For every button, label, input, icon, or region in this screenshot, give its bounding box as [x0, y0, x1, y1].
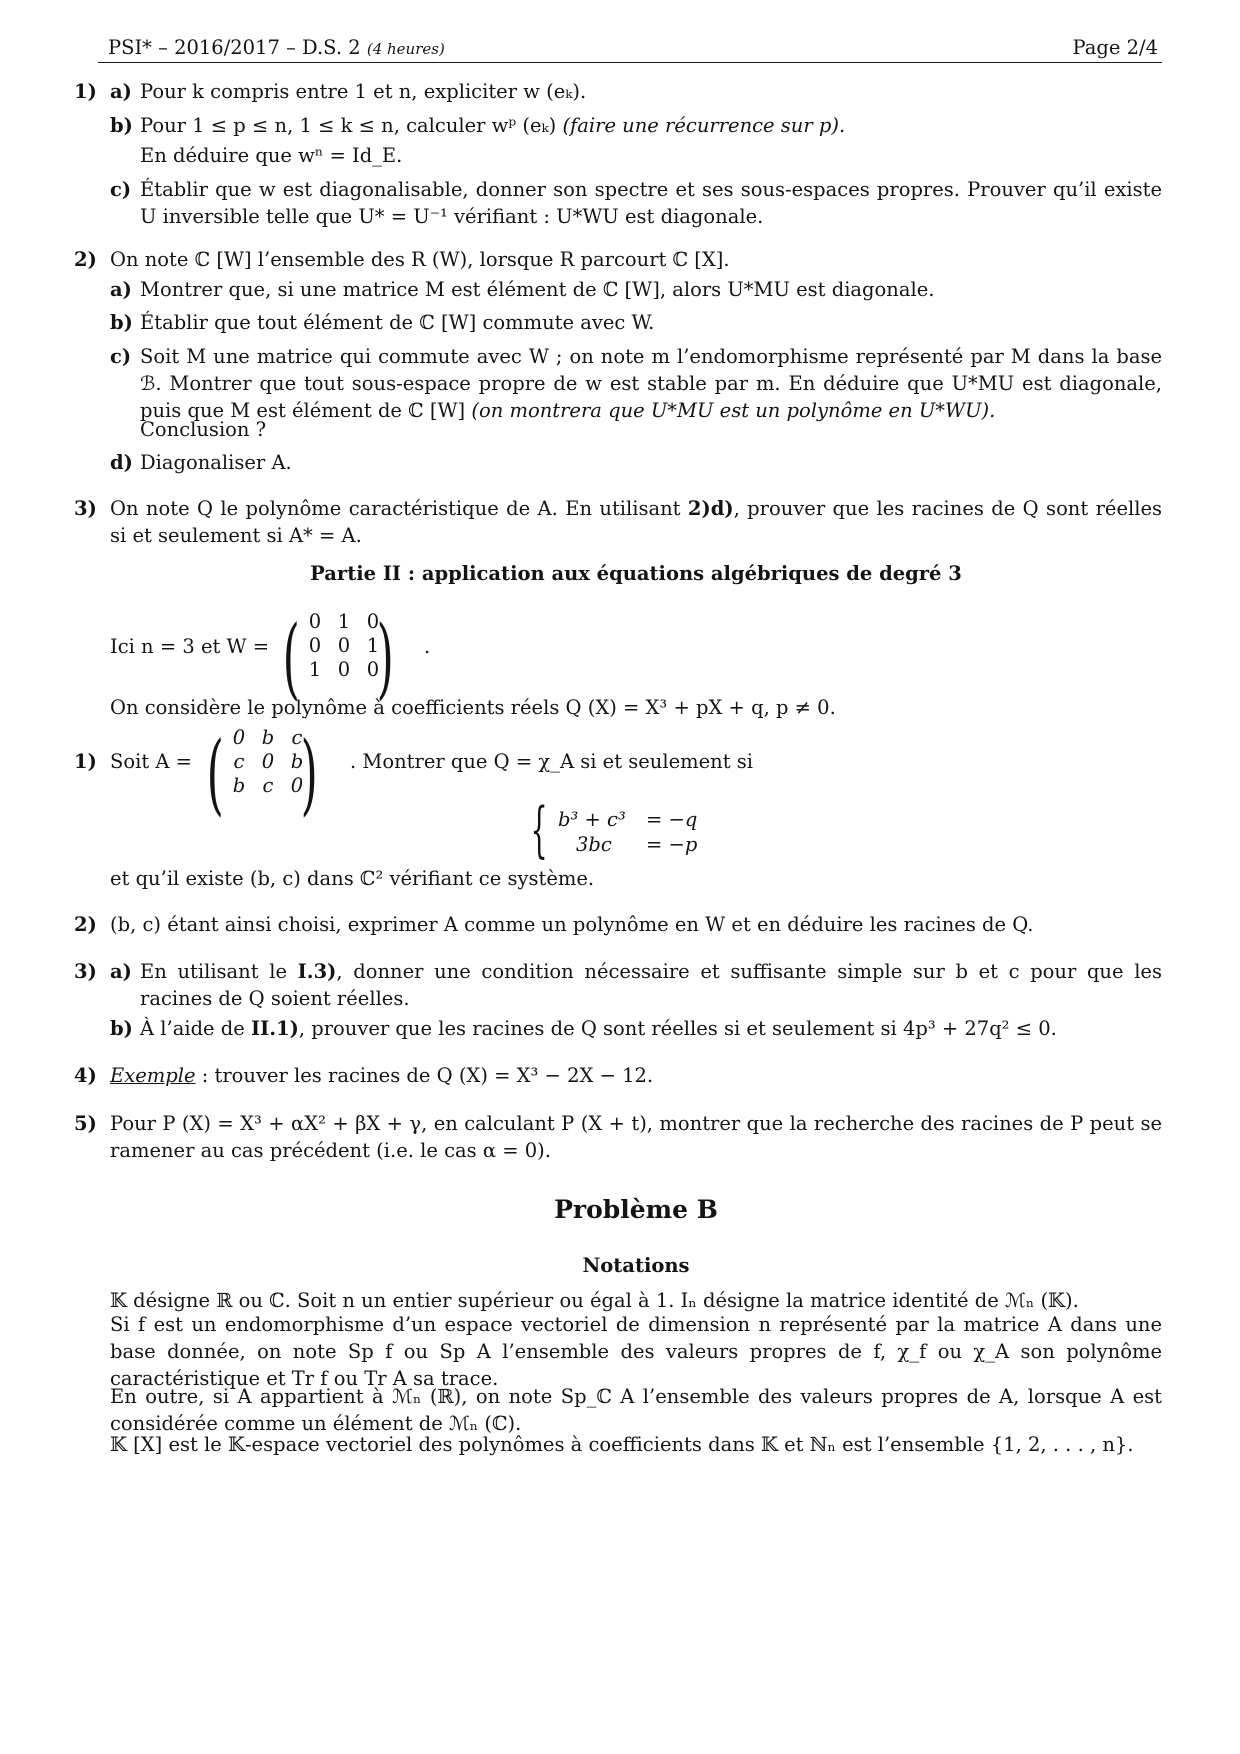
- system-right-2: = −p: [646, 833, 698, 856]
- p2q3b-end: , prouver que les racines de Q sont réelles si et seulement si 4p³ + 27q² ≤ 0.: [298, 1017, 1057, 1040]
- w-cell: 1: [337, 610, 351, 633]
- q2-number: 2): [74, 248, 97, 271]
- notations-paragraph-4: 𝕂 [X] est le 𝕂-espace vectoriel des polynômes à coefficients dans 𝕂 et ℕₙ est l’ensemble {1, 2, . . . , n}.: [110, 1433, 1134, 1456]
- q2a-text: Montrer que, si une matrice M est élément de ℂ [W], alors U*MU est diagonale.: [140, 278, 935, 301]
- q1c-label: c): [110, 178, 132, 201]
- p2q3a-ref: I.3): [297, 960, 337, 983]
- duration-label: (4 heures): [366, 40, 445, 58]
- header-course: [108, 34, 445, 63]
- p2q3b-main: À l’aide de: [140, 1017, 252, 1040]
- p2q1-text: . Montrer que Q = χ_A si et seulement si: [350, 750, 753, 773]
- w-cell: 0: [308, 634, 322, 657]
- p2q3a-end: , donner une condition nécessaire et suffisante simple sur b et c pour que les racines de Q soient réelles.: [140, 960, 1162, 1010]
- w-cell: 0: [337, 658, 351, 681]
- p2q2-text: (b, c) étant ainsi choisi, exprimer A comme un polynôme en W et en déduire les racines de Q.: [110, 913, 1034, 936]
- a-cell: c: [291, 726, 303, 749]
- a-cell: b: [290, 750, 304, 773]
- header-page-number: Page 2/4: [1072, 36, 1158, 59]
- w-cell: 0: [366, 610, 380, 633]
- p2q3a-text: [140, 958, 1162, 1012]
- p2q1-end: et qu’il existe (b, c) dans ℂ² vérifiant ce système.: [110, 867, 595, 890]
- q2d-label: d): [110, 451, 133, 474]
- q1b-main: Pour 1 ≤ p ≤ n, 1 ≤ k ≤ n, calculer wᵖ (eₖ): [140, 114, 563, 137]
- q2b-label: b): [110, 311, 133, 334]
- w-cell: 0: [337, 634, 351, 657]
- q1-number: 1): [74, 80, 97, 103]
- page-header: [98, 30, 1162, 63]
- p2q3b-ref: II.1): [251, 1017, 299, 1040]
- q1b-deduce: En déduire que wⁿ = Id_E.: [140, 144, 403, 167]
- w-cell: 0: [308, 610, 322, 633]
- q1b-text: [140, 112, 1162, 139]
- p2q4-text: [110, 1062, 1162, 1089]
- system-right-1: = −q: [646, 808, 698, 831]
- p2q4-number: 4): [74, 1064, 97, 1087]
- q2b-text: Établir que tout élément de ℂ [W] commute avec W.: [140, 311, 655, 334]
- q2c-text: [140, 343, 1162, 424]
- q2d-text: Diagonaliser A.: [140, 451, 292, 474]
- p2q3b-label: b): [110, 1017, 133, 1040]
- q1a-label: a): [110, 80, 132, 103]
- equation-system: [530, 795, 730, 865]
- a-cell: 0: [232, 726, 246, 749]
- p2q3-number: 3): [74, 960, 97, 983]
- system-left-1: b³ + c³: [558, 808, 626, 831]
- a-cell: 0: [261, 750, 275, 773]
- notations-heading: Notations: [582, 1254, 690, 1277]
- a-cell: c: [233, 750, 245, 773]
- q2c-hint: (on montrera que U*MU est un polynôme en U*WU).: [471, 399, 996, 422]
- notations-paragraph-1: 𝕂 désigne ℝ ou ℂ. Soit n un entier supérieur ou égal à 1. Iₙ désigne la matrice identité de ℳₙ (𝕂).: [110, 1289, 1079, 1312]
- w-cell: 1: [308, 658, 322, 681]
- w-matrix-period: .: [424, 635, 431, 658]
- q3-end: , prouver que les racines de Q sont réelles si et seulement si A* = A.: [110, 497, 1163, 547]
- part2-title: Partie II : application aux équations algébriques de degré 3: [310, 562, 962, 585]
- w-matrix-left-paren: (: [282, 606, 300, 709]
- problem-b-title: Problème B: [554, 1195, 718, 1224]
- system-left-2: 3bc: [576, 833, 612, 856]
- a-matrix: [206, 722, 332, 825]
- q2c-conclusion: Conclusion ?: [140, 418, 267, 441]
- p2q1-number: 1): [74, 750, 97, 773]
- example-label: Exemple: [110, 1064, 196, 1087]
- q3-main: On note Q le polynôme caractéristique de A. En utilisant: [110, 497, 688, 520]
- a-cell: b: [232, 774, 246, 797]
- part2-ici: Ici n = 3 et W =: [110, 635, 270, 658]
- p2q2-number: 2): [74, 913, 97, 936]
- w-cell: 0: [366, 658, 380, 681]
- q3-number: 3): [74, 497, 97, 520]
- q1b-label: b): [110, 114, 133, 137]
- p2q3a-label: a): [110, 960, 132, 983]
- q2-intro: On note ℂ [W] l’ensemble des R (W), lorsque R parcourt ℂ [X].: [110, 248, 730, 271]
- q1a-text: Pour k compris entre 1 et n, expliciter w (eₖ).: [140, 80, 587, 103]
- q3-ref: 2)d): [687, 497, 734, 520]
- w-cell: 1: [366, 634, 380, 657]
- notations-paragraph-3: En outre, si A appartient à ℳₙ (ℝ), on note Sp_ℂ A l’ensemble des valeurs propres de A, lorsque A est considérée comme un élément de ℳₙ (ℂ).: [110, 1385, 1162, 1435]
- a-cell: c: [262, 774, 274, 797]
- q2a-label: a): [110, 278, 132, 301]
- a-matrix-right-paren: ): [300, 722, 318, 825]
- p2q4-main: : trouver les racines de Q (X) = X³ − 2X − 12.: [195, 1064, 654, 1087]
- course-label: PSI* – 2016/2017 – D.S. 2: [108, 36, 361, 59]
- notations-paragraph-2: Si f est un endomorphisme d’un espace vectoriel de dimension n représenté par la matrice A dans une base donnée, on note Sp f ou Sp A l’ensemble des valeurs propres de f, χ_f ou χ_A son polynôme caractéristique et Tr f ou Tr A sa trace.: [110, 1313, 1162, 1390]
- p2q5-number: 5): [74, 1112, 97, 1135]
- p2q3b-text: [140, 1015, 1162, 1042]
- q3-text: [110, 495, 1162, 549]
- p2q1-soit: Soit A =: [110, 750, 192, 773]
- q2c-label: c): [110, 345, 132, 368]
- w-matrix: [282, 606, 408, 709]
- q1b-hint: (faire une récurrence sur p).: [562, 114, 846, 137]
- q2c-main: Soit M une matrice qui commute avec W ; on note m l’endomorphisme représenté par M dans la base ℬ. Montrer que tout sous-espace propre de w est stable par m. En déduire que U*MU est diagonale, puis que M est élément de ℂ [W]: [140, 345, 1162, 422]
- a-cell: b: [261, 726, 275, 749]
- p2q5-text: Pour P (X) = X³ + αX² + βX + γ, en calculant P (X + t), montrer que la recherche des racines de P peut se ramener au cas précédent (i.e. le cas α = 0).: [110, 1112, 1162, 1162]
- a-cell: 0: [290, 774, 304, 797]
- q1c-text: Établir que w est diagonalisable, donner son spectre et ses sous-espaces propres. Prouver qu’il existe U inversible telle que U* = U⁻¹ vérifiant : U*WU est diagonale.: [140, 178, 1162, 228]
- a-matrix-left-paren: (: [206, 722, 224, 825]
- part2-polynomial: On considère le polynôme à coefficients réels Q (X) = X³ + pX + q, p ≠ 0.: [110, 696, 836, 719]
- p2q3a-main: En utilisant le: [140, 960, 298, 983]
- w-matrix-right-paren: ): [376, 606, 394, 709]
- system-brace: {: [530, 795, 548, 865]
